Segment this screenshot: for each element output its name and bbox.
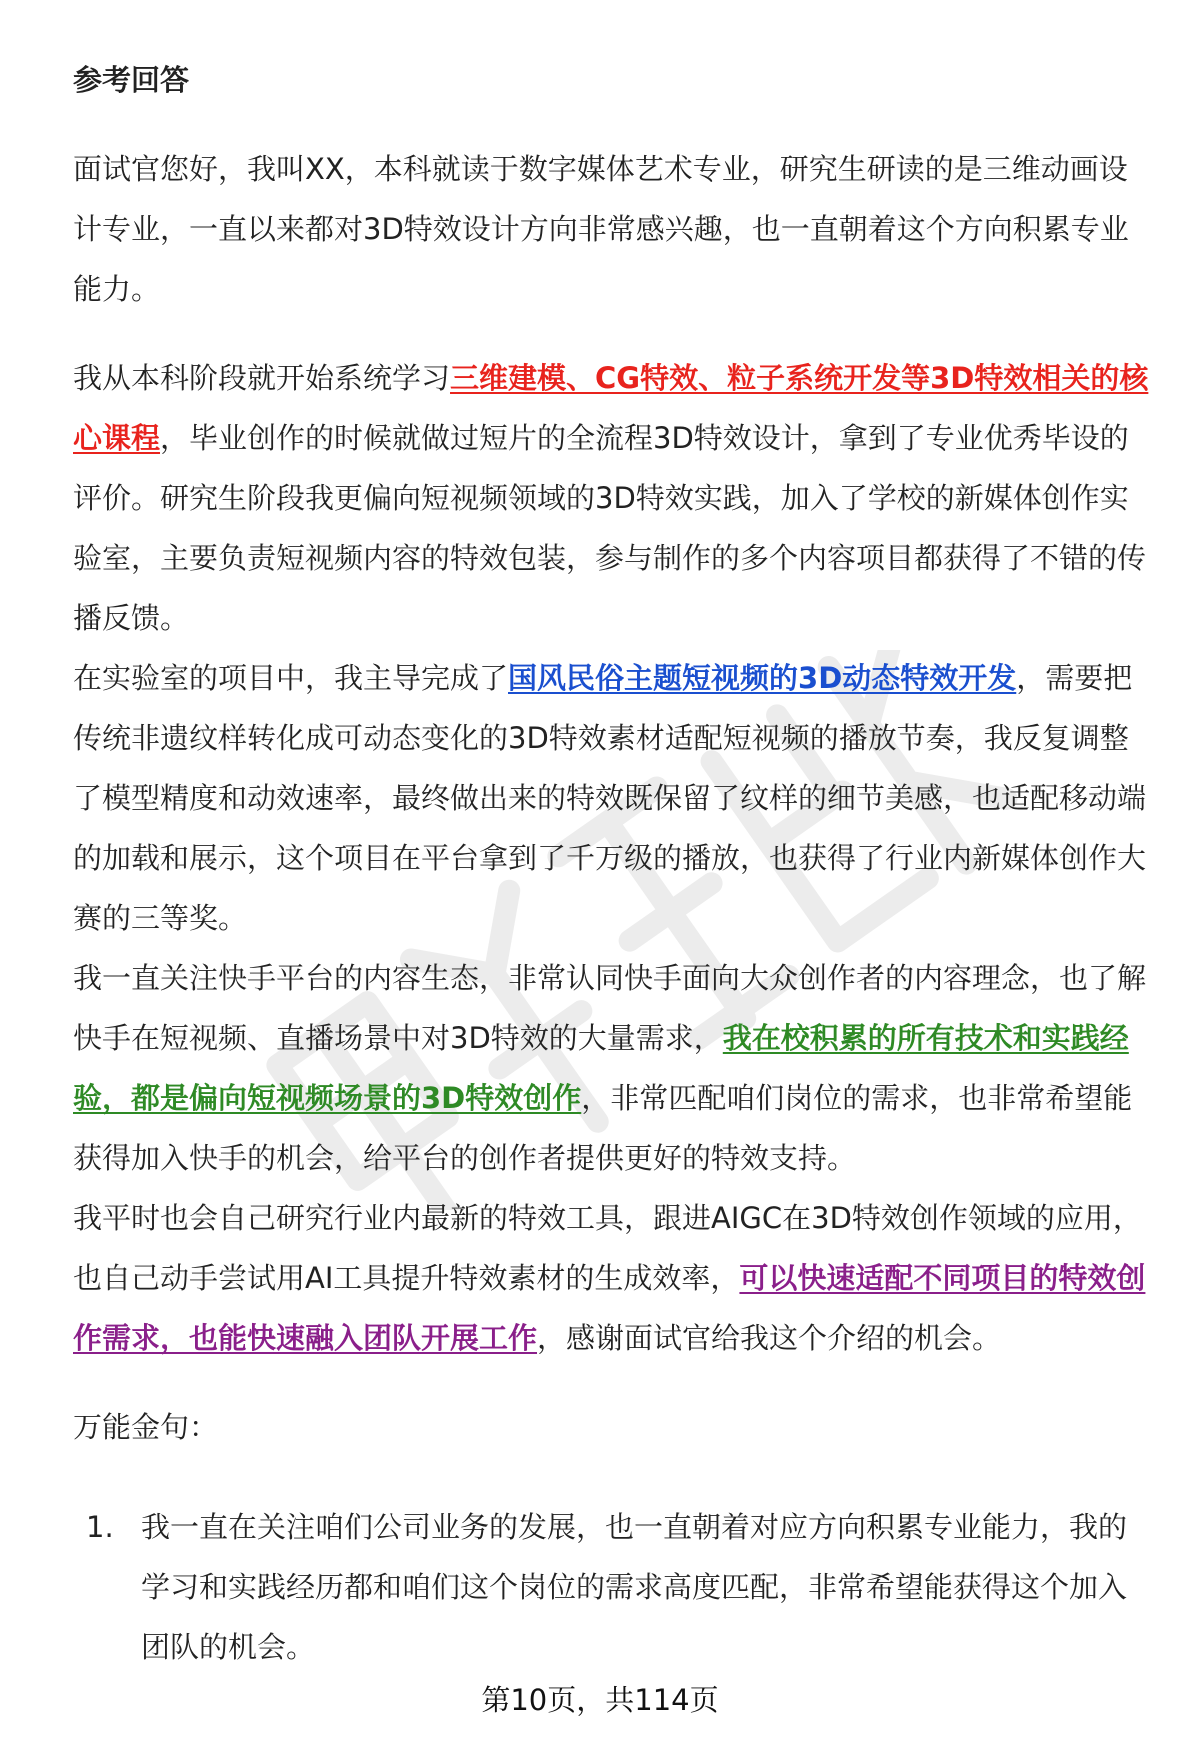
- page-number: 第10页，共114页: [481, 1683, 719, 1717]
- list-item: [73, 1497, 1153, 1677]
- paragraph: [73, 348, 1153, 648]
- golden-phrases-list: [73, 1497, 1153, 1677]
- plain-text: 在实验室的项目中，我主导完成了: [73, 661, 509, 695]
- list-item-number: 1.: [86, 1510, 114, 1544]
- paragraph: [73, 948, 1153, 1188]
- paragraph: [73, 1188, 1153, 1368]
- highlight-blue: 国风民俗主题短视频的3D动态特效开发: [508, 661, 1017, 695]
- main-content: [73, 50, 1153, 1677]
- highlight-purple: 可以快速适配不同项目的特效创作需求，也能快速融入团队开展工作: [73, 1261, 1146, 1355]
- plain-text: 面试官您好，我叫XX，本科就读于数字媒体艺术专业，研究生研读的是三维动画设计专业，一直以来都对3D特效设计方向非常感兴趣，也一直朝着这个方向积累专业能力。: [73, 152, 1129, 306]
- plain-text: ，非常匹配咱们岗位的需求，也非常希望能获得加入快手的机会，给平台的创作者提供更好的特效支持。: [73, 1081, 1133, 1175]
- list-item-text: 我一直在关注咱们公司业务的发展，也一直朝着对应方向积累专业能力，我的学习和实践经历都和咱们这个岗位的需求高度匹配，非常希望能获得这个加入团队的机会。: [141, 1510, 1128, 1664]
- section-heading: 参考回答: [73, 63, 190, 97]
- highlight-red: 三维建模、CG特效、粒子系统开发等3D特效相关的核心课程: [73, 361, 1149, 455]
- plain-text: 我一直关注快手平台的内容生态，非常认同快手面向大众创作者的内容理念，也了解快手在短视频、直播场景中对3D特效的大量需求，: [73, 961, 1147, 1055]
- answer-body: [73, 139, 1153, 1368]
- plain-text: 我平时也会自己研究行业内最新的特效工具，跟进AIGC在3D特效创作领域的应用，也自己动手尝试用AI工具提升特效素材的生成效率，: [73, 1201, 1142, 1295]
- golden-phrases-title: 万能金句：: [73, 1410, 219, 1444]
- plain-text: ，需要把传统非遗纹样转化成可动态变化的3D特效素材适配短视频的播放节奏，我反复调整了模型精度和动效速率，最终做出来的特效既保留了纹样的细节美感，也适配移动端的加载和展示，这个项目在平台拿到了千万级的播放，也获得了行业内新媒体创作大赛的三等奖。: [73, 661, 1147, 935]
- highlight-green: 我在校积累的所有技术和实践经验，都是偏向短视频场景的3D特效创作: [73, 1021, 1129, 1115]
- paragraph: [73, 139, 1153, 319]
- plain-text: ，毕业创作的时候就做过短片的全流程3D特效设计，拿到了专业优秀毕设的评价。研究生阶段我更偏向短视频领域的3D特效实践，加入了学校的新媒体创作实验室，主要负责短视频内容的特效包装，参与制作的多个内容项目都获得了不错的传播反馈。: [73, 421, 1147, 635]
- plain-text: 我从本科阶段就开始系统学习: [73, 361, 451, 395]
- plain-text: ，感谢面试官给我这个介绍的机会。: [537, 1321, 1002, 1355]
- paragraph: [73, 648, 1153, 948]
